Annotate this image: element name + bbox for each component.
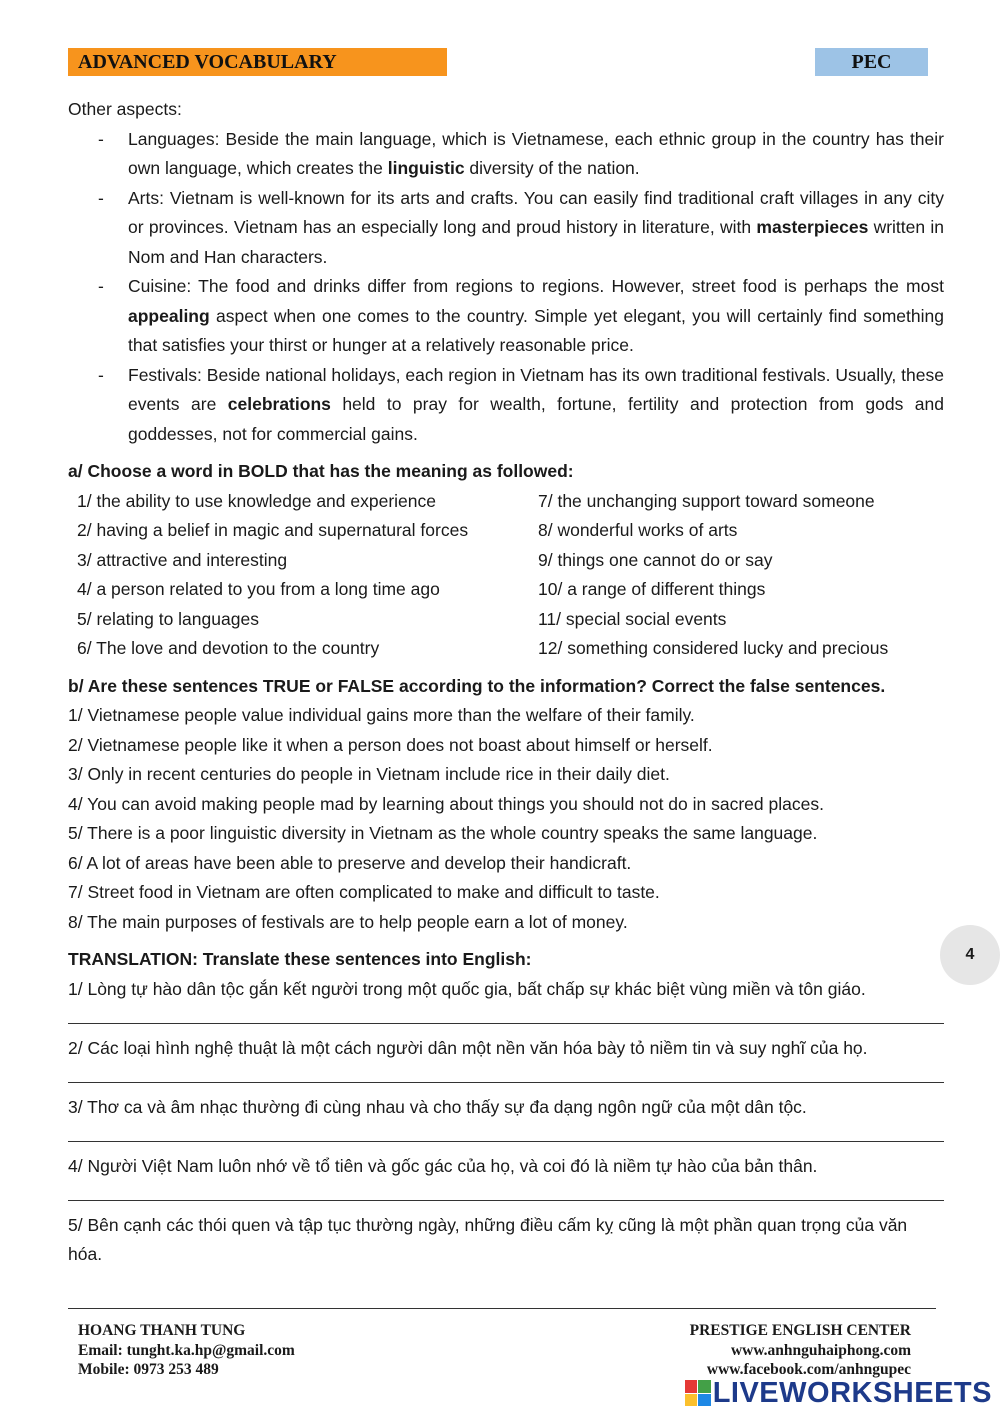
translation-list: [68, 975, 944, 1270]
author-name: HOANG THANH TUNG: [78, 1322, 246, 1339]
aspects-list: [68, 125, 944, 450]
definition-item: 2/ having a belief in magic and supernatural forces: [77, 520, 469, 540]
worksheet-content: [68, 95, 944, 1270]
answer-line[interactable]: [68, 1308, 936, 1309]
footer-contact: [78, 1321, 295, 1380]
definition-item: 7/ the unchanging support toward someone: [538, 490, 875, 511]
translation-prompt: 3/ Thơ ca và âm nhạc thường đi cùng nhau và cho thấy sự đa dạng ngôn ngữ của một dân tộc.: [68, 1096, 807, 1117]
aspect-item-festivals: - Festivals: Beside national holidays, each region in Vietnam has its own traditional festivals. Usually, these events are celebrations held to pray for wealth, fortune, fertility and protection from gods and goddesses, not for commercial gains.: [98, 364, 945, 444]
statement-item: 5/ There is a poor linguistic diversity in Vietnam as the whole country speaks the same language.: [68, 823, 818, 843]
translation-title: TRANSLATION: Translate these sentences into English:: [68, 949, 532, 969]
page-number-badge: 4: [940, 925, 1000, 985]
document-title: ADVANCED VOCABULARY: [68, 48, 447, 76]
definition-item: 9/ things one cannot do or say: [538, 549, 773, 570]
statement-item: 6/ A lot of areas have been able to preserve and develop their handicraft.: [68, 852, 632, 873]
center-website: www.anhnguhaiphong.com: [730, 1341, 911, 1359]
definition-item: 11/ special social events: [538, 608, 727, 629]
translation-prompt: 5/ Bên cạnh các thói quen và tập tục thường ngày, những điều cấm kỵ cũng là một phần quan trọng của văn hóa.: [68, 1214, 908, 1264]
brand-name: LIVEWORKSHEETS: [712, 1376, 992, 1409]
statement-item: 7/ Street food in Vietnam are often complicated to make and difficult to taste.: [68, 882, 660, 902]
aspects-title: Other aspects:: [68, 99, 182, 119]
center-facebook: www.facebook.com/anhngupec: [706, 1361, 911, 1378]
statement-item: 8/ The main purposes of festivals are to help people earn a lot of money.: [68, 911, 628, 932]
statement-item: 1/ Vietnamese people value individual gains more than the welfare of their family.: [68, 705, 695, 725]
part-b-title: b/ Are these sentences TRUE or FALSE according to the information? Correct the false sentences.: [68, 675, 886, 696]
definition-item: 12/ something considered lucky and precious: [538, 638, 889, 658]
aspect-item-languages: - Languages: Beside the main language, which is Vietnamese, each ethnic group in the country has their own language, which creates the linguistic diversity of the nation.: [98, 128, 944, 178]
definition-item: 3/ attractive and interesting: [77, 549, 288, 570]
statement-item: 2/ Vietnamese people like it when a person does not boast about himself or herself.: [68, 734, 713, 755]
definition-item: 6/ The love and devotion to the country: [77, 638, 380, 658]
definition-item: 10/ a range of different things: [538, 579, 766, 599]
statement-item: 4/ You can avoid making people mad by learning about things you should not do in sacred places.: [68, 793, 824, 814]
part-b-statements: [68, 701, 944, 937]
translation-prompt: 2/ Các loại hình nghệ thuật là một cách người dân một nền văn hóa bày tỏ niềm tin và suy nghĩ của họ.: [68, 1037, 868, 1058]
part-a-title: a/ Choose a word in BOLD that has the meaning as followed:: [68, 461, 574, 481]
translation-prompt: 1/ Lòng tự hào dân tộc gắn kết người trong một quốc gia, bất chấp sự khác biệt vùng miền và tôn giáo.: [68, 978, 866, 999]
footer-center: [690, 1321, 911, 1380]
center-tag: PEC: [815, 48, 928, 76]
statement-item: 3/ Only in recent centuries do people in Vietnam include rice in their daily diet.: [68, 764, 670, 784]
part-a-grid: [68, 487, 944, 664]
definition-item: 8/ wonderful works of arts: [538, 520, 738, 540]
definition-item: 4/ a person related to you from a long time ago: [77, 579, 440, 599]
aspect-item-cuisine: - Cuisine: The food and drinks differ from regions to regions. However, street food is perhaps the most appealing aspect when one comes to the country. Simple yet elegant, you will certainly find something that satisfies your thirst or hunger at a relatively reasonable price.: [98, 276, 944, 355]
part-a-right-column: [538, 487, 938, 664]
part-a-left-column: [77, 487, 538, 664]
liveworksheets-brand: [685, 1376, 992, 1410]
author-mobile: Mobile: 0973 253 489: [78, 1361, 219, 1378]
definition-item: 1/ the ability to use knowledge and experience: [77, 490, 436, 511]
center-name: PRESTIGE ENGLISH CENTER: [689, 1322, 911, 1339]
author-email: Email: tunght.ka.hp@gmail.com: [78, 1341, 295, 1359]
liveworksheets-logo-icon: [685, 1380, 711, 1406]
translation-prompt: 4/ Người Việt Nam luôn nhớ về tổ tiên và gốc gác của họ, và coi đó là niềm tự hào của bản thân.: [68, 1155, 818, 1176]
aspect-item-arts: - Arts: Vietnam is well-known for its arts and crafts. You can easily find traditional craft villages in any city or provinces. Vietnam has an especially long and proud history in literature, with masterpieces written in Nom and Han characters.: [98, 187, 945, 267]
definition-item: 5/ relating to languages: [77, 608, 259, 629]
